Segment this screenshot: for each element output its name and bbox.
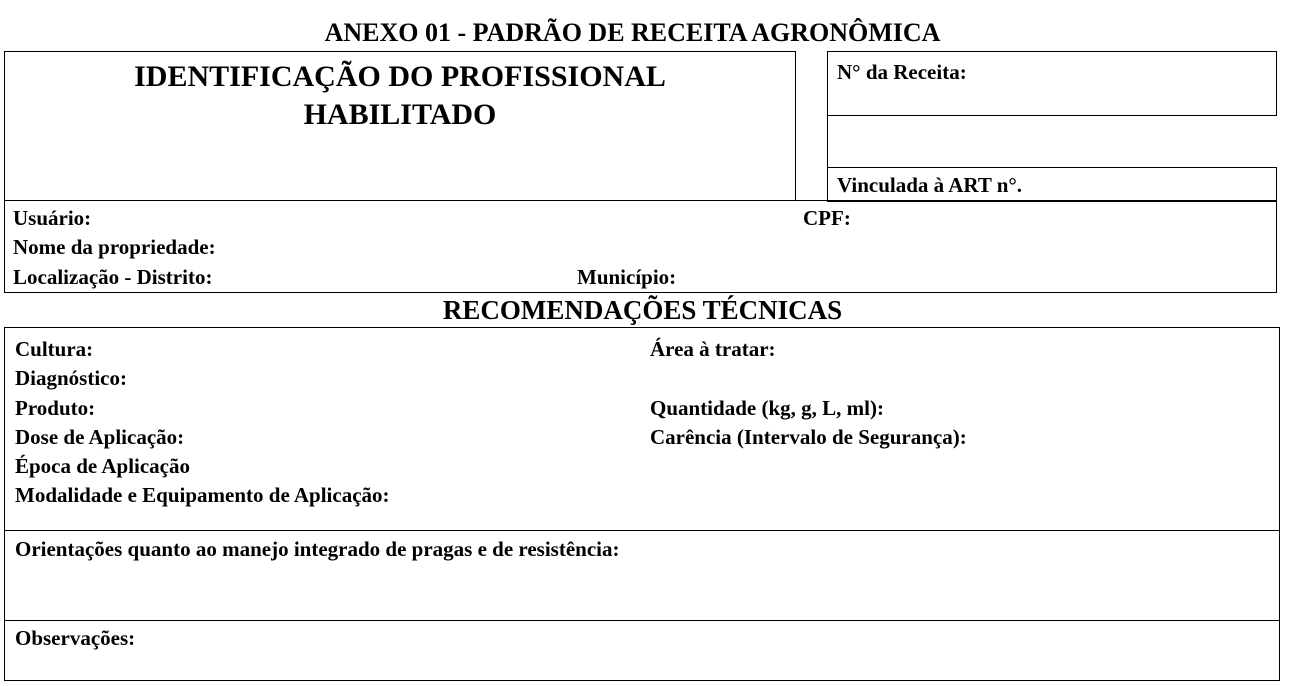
technical-recommendations-title: RECOMENDAÇÕES TÉCNICAS	[442, 295, 843, 325]
product-label: Produto:	[15, 396, 96, 420]
user-label: Usuário:	[13, 206, 92, 230]
application-dose-label: Dose de Aplicação:	[15, 425, 185, 449]
art-link-label: Vinculada à ART n°.	[837, 173, 1023, 197]
municipality-label: Município:	[577, 265, 677, 289]
cpf-label: CPF:	[803, 206, 851, 230]
receipt-spacer-box	[827, 115, 1277, 168]
diagnosis-label: Diagnóstico:	[15, 366, 127, 390]
professional-identification-title	[60, 58, 740, 133]
property-name-label: Nome da propriedade:	[13, 235, 216, 259]
treatment-area-label: Área à tratar:	[650, 337, 776, 361]
document-title: ANEXO 01 - PADRÃO DE RECEITA AGRONÔMICA	[324, 18, 941, 47]
quantity-label: Quantidade (kg, g, L, ml):	[650, 396, 884, 420]
ipm-guidance-label: Orientações quanto ao manejo integrado de pragas e de resistência:	[15, 537, 620, 561]
crop-label: Cultura:	[15, 337, 94, 361]
observations-box	[4, 620, 1280, 681]
identification-title-line-2: HABILITADO	[303, 97, 497, 131]
identification-title-line-1: IDENTIFICAÇÃO DO PROFISSIONAL	[134, 60, 666, 93]
observations-label: Observações:	[15, 626, 136, 650]
withdrawal-period-label: Carência (Intervalo de Segurança):	[650, 425, 967, 449]
application-season-label: Época de Aplicação	[15, 454, 191, 478]
receipt-number-label: N° da Receita:	[837, 60, 967, 84]
application-modality-label: Modalidade e Equipamento de Aplicação:	[15, 483, 390, 507]
location-district-label: Localização - Distrito:	[13, 265, 213, 289]
